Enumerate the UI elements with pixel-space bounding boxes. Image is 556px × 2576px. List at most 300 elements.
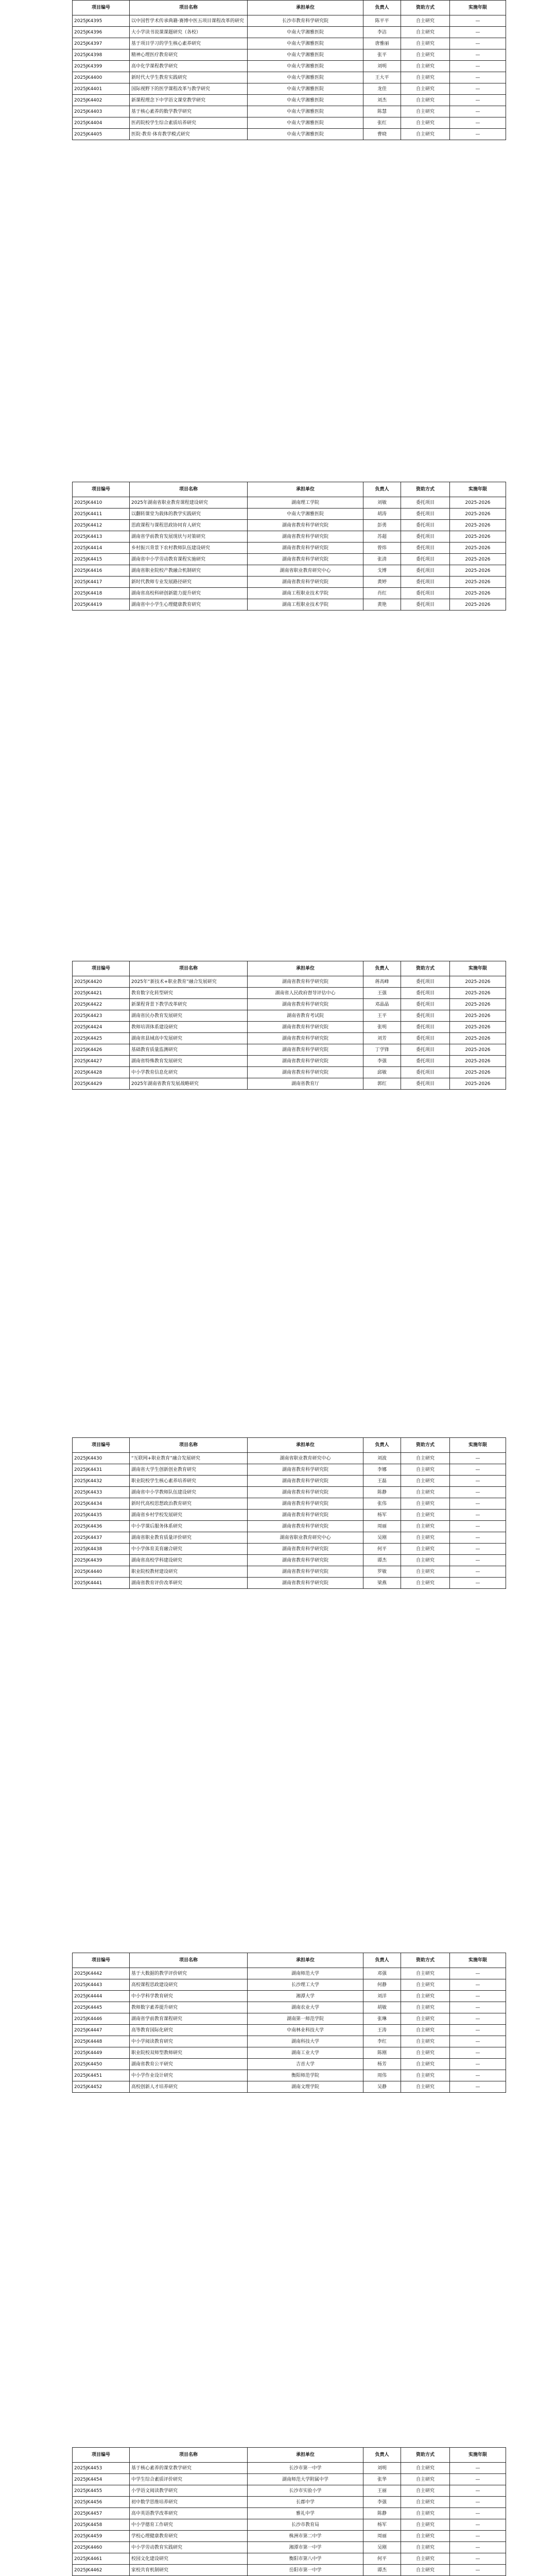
cell-duration: — [450, 95, 506, 106]
table-row [73, 1033, 506, 1044]
cell-funding-mode: 自主研究 [401, 72, 450, 83]
cell-duration: 2025-2026 [450, 988, 506, 999]
table-row [73, 599, 506, 611]
cell-duration: — [450, 1578, 506, 1589]
cell-project-code: 2025JK4452 [73, 2081, 130, 2093]
table-row [73, 1544, 506, 1555]
cell-unit: 湖南省人民政府督导评估中心 [248, 988, 363, 999]
cell-funding-mode: 自主研究 [401, 129, 450, 140]
column-header-project-code: 项目编号 [73, 482, 130, 497]
cell-leader: 王丽 [363, 2485, 401, 2497]
cell-project-code: 2025JK4455 [73, 2485, 130, 2497]
cell-unit: 湖南省教育科学研究院 [248, 976, 363, 988]
table-row [73, 1968, 506, 1979]
cell-duration: — [450, 1521, 506, 1532]
cell-project-name: 湖南省特殊教育发展研究 [130, 1056, 248, 1067]
table-row [73, 1487, 506, 1498]
table-row [73, 1453, 506, 1464]
cell-leader: 李洁 [363, 27, 401, 38]
cell-duration: — [450, 49, 506, 61]
cell-project-name: 基于核心素养的课堂教学研究 [130, 2463, 248, 2474]
table-row [73, 15, 506, 27]
cell-funding-mode: 自主研究 [401, 2519, 450, 2531]
cell-project-code: 2025JK4402 [73, 95, 130, 106]
cell-project-code: 2025JK4430 [73, 1453, 130, 1464]
cell-project-name: 中学生综合素质评价研究 [130, 2474, 248, 2485]
cell-project-code: 2025JK4462 [73, 2565, 130, 2576]
cell-project-name: 湖南省大学生创新创业教育研究 [130, 1464, 248, 1476]
table-header-row [73, 961, 506, 976]
cell-project-name: 高中化学课程教学研究 [130, 61, 248, 72]
table-row [73, 2070, 506, 2081]
cell-duration: — [450, 15, 506, 27]
cell-duration: — [450, 1510, 506, 1521]
cell-leader: 刘明 [363, 2463, 401, 2474]
cell-project-name: 湖南省乡村学校发展研究 [130, 1510, 248, 1521]
cell-leader: 刘明 [363, 61, 401, 72]
cell-duration: 2025-2026 [450, 520, 506, 531]
cell-unit: 湖南科技大学 [248, 2036, 363, 2047]
cell-project-code: 2025JK4458 [73, 2519, 130, 2531]
column-header-project-name: 项目名称 [130, 1, 248, 15]
table-row [73, 117, 506, 129]
cell-project-code: 2025JK4398 [73, 49, 130, 61]
cell-leader: 胡涛 [363, 509, 401, 520]
cell-leader: 刘敏 [363, 497, 401, 509]
cell-project-name: 湖南省学前教育发展现状与对策研究 [130, 531, 248, 543]
cell-funding-mode: 自主研究 [401, 1487, 450, 1498]
cell-unit: 湖南省教育科学研究院 [248, 1067, 363, 1078]
cell-project-code: 2025JK4428 [73, 1067, 130, 1078]
cell-project-name: 教育数字化转型研究 [130, 988, 248, 999]
column-header-leader: 负责人 [363, 2448, 401, 2463]
cell-leader: 梁燕 [363, 1578, 401, 1589]
cell-leader: 陈静 [363, 2508, 401, 2519]
cell-project-code: 2025JK4447 [73, 2025, 130, 2036]
cell-unit: 湖南省教育科学研究院 [248, 1555, 363, 1566]
cell-project-code: 2025JK4444 [73, 1991, 130, 2002]
table-header-row [73, 1438, 506, 1453]
cell-project-name: 湖南省中小学劳动教育课程实施研究 [130, 554, 248, 565]
cell-unit: 中南大学湘雅医院 [248, 509, 363, 520]
cell-unit: 长沙理工大学 [248, 1979, 363, 1991]
cell-duration: — [450, 1566, 506, 1578]
table-row [73, 1022, 506, 1033]
project-table [72, 1437, 506, 1589]
cell-project-code: 2025JK4437 [73, 1532, 130, 1544]
cell-project-code: 2025JK4457 [73, 2508, 130, 2519]
cell-project-code: 2025JK4410 [73, 497, 130, 509]
cell-duration: — [450, 2081, 506, 2093]
cell-unit: 中南大学湘雅医院 [248, 38, 363, 49]
cell-leader: 张红 [363, 117, 401, 129]
table-row [73, 509, 506, 520]
cell-project-name: 基础教育质量监测研究 [130, 1044, 248, 1056]
cell-leader: 李娜 [363, 1464, 401, 1476]
cell-duration: — [450, 2013, 506, 2025]
column-header-project-name: 项目名称 [130, 1438, 248, 1453]
column-header-project-name: 项目名称 [130, 482, 248, 497]
cell-duration: — [450, 2025, 506, 2036]
table-row [73, 49, 506, 61]
cell-project-name: 乡村振兴背景下农村教师队伍建设研究 [130, 543, 248, 554]
cell-project-name: 新时代大学生教育实践研究 [130, 72, 248, 83]
column-header-unit: 承担单位 [248, 1438, 363, 1453]
cell-project-name: 中小学体育美育融合研究 [130, 1544, 248, 1555]
cell-duration: — [450, 117, 506, 129]
cell-duration: 2025-2026 [450, 1010, 506, 1022]
cell-funding-mode: 委托项目 [401, 577, 450, 588]
cell-project-code: 2025JK4439 [73, 1555, 130, 1566]
cell-project-code: 2025JK4422 [73, 999, 130, 1010]
cell-leader: 陈刚 [363, 2047, 401, 2059]
table-row [73, 2553, 506, 2565]
cell-duration: — [450, 1464, 506, 1476]
column-header-leader: 负责人 [363, 1438, 401, 1453]
column-header-funding-mode: 资助方式 [401, 961, 450, 976]
cell-project-name: 精神心理医疗教育研究 [130, 49, 248, 61]
cell-leader: 龙佳 [363, 83, 401, 95]
cell-project-name: 高校课程思政建设研究 [130, 1979, 248, 1991]
cell-unit: 湖南省教育科学研究院 [248, 1476, 363, 1487]
cell-leader: 何平 [363, 2553, 401, 2565]
cell-unit: 吉首大学 [248, 2059, 363, 2070]
cell-leader: 李红 [363, 2036, 401, 2047]
table-row [73, 2047, 506, 2059]
cell-duration: 2025-2026 [450, 1033, 506, 1044]
cell-project-name: 初中数学思维培养研究 [130, 2497, 248, 2508]
column-header-duration: 实施年限 [450, 961, 506, 976]
cell-funding-mode: 委托项目 [401, 1033, 450, 1044]
table-row [73, 106, 506, 117]
cell-funding-mode: 自主研究 [401, 1521, 450, 1532]
cell-funding-mode: 自主研究 [401, 1979, 450, 1991]
cell-project-code: 2025JK4420 [73, 976, 130, 988]
cell-project-name: 湖南省职业教育质量评价研究 [130, 1532, 248, 1544]
cell-leader: 黄婷 [363, 577, 401, 588]
cell-duration: — [450, 2519, 506, 2531]
cell-unit: 湖南第一师范学院 [248, 2013, 363, 2025]
cell-funding-mode: 自主研究 [401, 2485, 450, 2497]
column-header-duration: 实施年限 [450, 1438, 506, 1453]
cell-leader: 曾炜 [363, 543, 401, 554]
cell-duration: — [450, 2002, 506, 2013]
cell-unit: 湖南省教育科学研究院 [248, 1033, 363, 1044]
cell-project-code: 2025JK4427 [73, 1056, 130, 1067]
cell-duration: — [450, 129, 506, 140]
cell-project-name: 职业院校双师型教师研究 [130, 2047, 248, 2059]
table-row [73, 129, 506, 140]
table-row [73, 1067, 506, 1078]
cell-funding-mode: 自主研究 [401, 2463, 450, 2474]
cell-project-code: 2025JK4434 [73, 1498, 130, 1510]
cell-project-name: 基于核心素养的数学教学研究 [130, 106, 248, 117]
cell-funding-mode: 自主研究 [401, 95, 450, 106]
cell-leader: 罗敏 [363, 1566, 401, 1578]
cell-project-name: 国际视野下的医学课程改革与教学研究 [130, 83, 248, 95]
cell-unit: 湖南省教育厅 [248, 1078, 363, 1090]
cell-funding-mode: 委托项目 [401, 1010, 450, 1022]
cell-unit: 中南大学湘雅医院 [248, 27, 363, 38]
cell-unit: 长沙市实验小学 [248, 2485, 363, 2497]
cell-leader: 刘芳 [363, 1033, 401, 1044]
cell-unit: 湖南理工学院 [248, 497, 363, 509]
cell-unit: 湖南省教育考试院 [248, 1010, 363, 1022]
cell-project-name: 2025年湖南省教育发展战略研究 [130, 1078, 248, 1090]
cell-leader: 苏超 [363, 531, 401, 543]
cell-project-code: 2025JK4404 [73, 117, 130, 129]
cell-unit: 湘潭市第一中学 [248, 2542, 363, 2553]
cell-project-name: 以中国哲学术传承典籍·赛博中医五项目课程改革的研究 [130, 15, 248, 27]
table-row [73, 2036, 506, 2047]
cell-project-code: 2025JK4438 [73, 1544, 130, 1555]
cell-funding-mode: 委托项目 [401, 1067, 450, 1078]
cell-funding-mode: 委托项目 [401, 999, 450, 1010]
cell-duration: — [450, 83, 506, 95]
cell-project-code: 2025JK4423 [73, 1010, 130, 1022]
cell-unit: 湖南省教育科学研究院 [248, 531, 363, 543]
cell-duration: — [450, 38, 506, 49]
cell-project-code: 2025JK4431 [73, 1464, 130, 1476]
cell-duration: — [450, 1453, 506, 1464]
cell-project-code: 2025JK4426 [73, 1044, 130, 1056]
cell-duration: — [450, 2542, 506, 2553]
cell-duration: — [450, 27, 506, 38]
cell-project-name: 新课程理念下中学语文课堂教学研究 [130, 95, 248, 106]
column-header-unit: 承担单位 [248, 482, 363, 497]
cell-project-code: 2025JK4443 [73, 1979, 130, 1991]
cell-unit: 湖南工业大学 [248, 2047, 363, 2059]
cell-unit: 湖南省教育科学研究院 [248, 1578, 363, 1589]
cell-project-code: 2025JK4395 [73, 15, 130, 27]
cell-duration: — [450, 1476, 506, 1487]
cell-project-code: 2025JK4433 [73, 1487, 130, 1498]
cell-leader: 张平 [363, 49, 401, 61]
cell-leader: 周丽 [363, 2531, 401, 2542]
cell-duration: 2025-2026 [450, 1044, 506, 1056]
cell-funding-mode: 自主研究 [401, 1532, 450, 1544]
cell-funding-mode: 委托项目 [401, 1022, 450, 1033]
cell-project-code: 2025JK4459 [73, 2531, 130, 2542]
cell-leader: 张华 [363, 2474, 401, 2485]
cell-leader: 王涛 [363, 2025, 401, 2036]
table-row [73, 999, 506, 1010]
cell-project-code: 2025JK4424 [73, 1022, 130, 1033]
cell-project-name: 2025年“新技术+职业教育”融合发展研究 [130, 976, 248, 988]
cell-unit: 湖南省教育科学研究院 [248, 543, 363, 554]
cell-unit: 湖南省教育科学研究院 [248, 1056, 363, 1067]
cell-unit: 湘潭大学 [248, 1991, 363, 2002]
cell-unit: 湖南文理学院 [248, 2081, 363, 2093]
cell-duration: — [450, 1968, 506, 1979]
cell-funding-mode: 自主研究 [401, 2081, 450, 2093]
cell-project-name: 中小学劳动教育实践研究 [130, 2542, 248, 2553]
cell-unit: 湖南工程职业技术学院 [248, 599, 363, 611]
table-row [73, 1566, 506, 1578]
cell-unit: 湖南省教育科学研究院 [248, 1510, 363, 1521]
cell-unit: 湖南省教育科学研究院 [248, 577, 363, 588]
cell-project-name: 以翻转课堂为载体的教学实践研究 [130, 509, 248, 520]
cell-duration: 2025-2026 [450, 1056, 506, 1067]
cell-funding-mode: 自主研究 [401, 1453, 450, 1464]
cell-duration: 2025-2026 [450, 1022, 506, 1033]
cell-project-code: 2025JK4460 [73, 2542, 130, 2553]
project-table [72, 961, 506, 1090]
cell-duration: 2025-2026 [450, 531, 506, 543]
cell-project-code: 2025JK4451 [73, 2070, 130, 2081]
cell-leader: 肖红 [363, 588, 401, 599]
table-row [73, 2565, 506, 2576]
table-row [73, 2542, 506, 2553]
cell-unit: 湖南农业大学 [248, 2002, 363, 2013]
cell-duration: 2025-2026 [450, 497, 506, 509]
cell-duration: — [450, 2463, 506, 2474]
cell-project-code: 2025JK4446 [73, 2013, 130, 2025]
column-header-leader: 负责人 [363, 1953, 401, 1968]
cell-project-code: 2025JK4429 [73, 1078, 130, 1090]
cell-funding-mode: 自主研究 [401, 38, 450, 49]
table-row [73, 27, 506, 38]
cell-leader: 王磊 [363, 1476, 401, 1487]
cell-duration: — [450, 1555, 506, 1566]
column-header-unit: 承担单位 [248, 961, 363, 976]
cell-duration: — [450, 106, 506, 117]
cell-funding-mode: 自主研究 [401, 1464, 450, 1476]
table-row [73, 2059, 506, 2070]
cell-funding-mode: 自主研究 [401, 117, 450, 129]
cell-leader: 邱敏 [363, 1067, 401, 1078]
table-row [73, 497, 506, 509]
cell-funding-mode: 委托项目 [401, 599, 450, 611]
table-row [73, 2474, 506, 2485]
cell-leader: 蒋高峰 [363, 976, 401, 988]
cell-unit: 湖南省职业教育研究中心 [248, 1453, 363, 1464]
cell-unit: 长沙市教育科学研究院 [248, 15, 363, 27]
cell-leader: 张琳 [363, 2013, 401, 2025]
table-row [73, 61, 506, 72]
cell-project-code: 2025JK4401 [73, 83, 130, 95]
cell-unit: 湖南省教育科学研究院 [248, 1521, 363, 1532]
cell-duration: 2025-2026 [450, 588, 506, 599]
cell-unit: 株洲市第二中学 [248, 2531, 363, 2542]
column-header-project-name: 项目名称 [130, 961, 248, 976]
cell-project-name: 高校创新人才培养研究 [130, 2081, 248, 2093]
cell-project-name: 新时代教师专业发展路径研究 [130, 577, 248, 588]
cell-project-code: 2025JK4442 [73, 1968, 130, 1979]
cell-project-code: 2025JK4415 [73, 554, 130, 565]
table-row [73, 543, 506, 554]
column-header-unit: 承担单位 [248, 1, 363, 15]
cell-funding-mode: 自主研究 [401, 2013, 450, 2025]
cell-project-code: 2025JK4414 [73, 543, 130, 554]
cell-project-code: 2025JK4399 [73, 61, 130, 72]
cell-project-name: 中小学作业设计研究 [130, 2070, 248, 2081]
cell-funding-mode: 委托项目 [401, 531, 450, 543]
cell-project-name: 湖南省教育公平研究 [130, 2059, 248, 2070]
table-row [73, 1991, 506, 2002]
table-row [73, 1464, 506, 1476]
cell-unit: 湖南师范大学 [248, 1968, 363, 1979]
cell-leader: 吴刚 [363, 1532, 401, 1544]
column-header-funding-mode: 资助方式 [401, 1953, 450, 1968]
cell-duration: — [450, 2531, 506, 2542]
cell-funding-mode: 自主研究 [401, 27, 450, 38]
cell-leader: 黄艳 [363, 599, 401, 611]
cell-funding-mode: 委托项目 [401, 565, 450, 577]
column-header-duration: 实施年限 [450, 482, 506, 497]
cell-leader: 刘洋 [363, 1991, 401, 2002]
cell-leader: 彭勇 [363, 520, 401, 531]
cell-unit: 长沙市教育局 [248, 2519, 363, 2531]
cell-funding-mode: 自主研究 [401, 2542, 450, 2553]
cell-project-code: 2025JK4397 [73, 38, 130, 49]
cell-project-code: 2025JK4461 [73, 2553, 130, 2565]
cell-project-name: 湖南省中小学生心理健康教育研究 [130, 599, 248, 611]
cell-funding-mode: 自主研究 [401, 106, 450, 117]
table-row [73, 1498, 506, 1510]
cell-funding-mode: 委托项目 [401, 1078, 450, 1090]
cell-project-code: 2025JK4448 [73, 2036, 130, 2047]
cell-duration: 2025-2026 [450, 976, 506, 988]
cell-unit: 长沙市第一中学 [248, 2463, 363, 2474]
cell-unit: 中南大学湘雅医院 [248, 72, 363, 83]
cell-project-name: 高等教育国际化研究 [130, 2025, 248, 2036]
cell-project-code: 2025JK4412 [73, 520, 130, 531]
cell-unit: 中南大学湘雅医院 [248, 61, 363, 72]
cell-unit: 湖南省教育科学研究院 [248, 1566, 363, 1578]
cell-project-code: 2025JK4456 [73, 2497, 130, 2508]
cell-leader: 谭杰 [363, 2565, 401, 2576]
cell-leader: 刘波 [363, 1453, 401, 1464]
cell-project-name: 基于大数据的教学评价研究 [130, 1968, 248, 1979]
cell-project-name: 职业院校教材建设研究 [130, 1566, 248, 1578]
column-header-funding-mode: 资助方式 [401, 1438, 450, 1453]
cell-leader: 张清 [363, 554, 401, 565]
cell-duration: — [450, 2070, 506, 2081]
cell-project-name: 校园文化建设研究 [130, 2553, 248, 2565]
cell-project-name: 2025年湖南省职业教育课程建设研究 [130, 497, 248, 509]
cell-leader: 杨军 [363, 1510, 401, 1521]
table-header-row [73, 2448, 506, 2463]
cell-duration: — [450, 2508, 506, 2519]
cell-project-name: 教师数字素养提升研究 [130, 2002, 248, 2013]
cell-project-code: 2025JK4419 [73, 599, 130, 611]
cell-funding-mode: 自主研究 [401, 2070, 450, 2081]
table-row [73, 1056, 506, 1067]
column-header-unit: 承担单位 [248, 1953, 363, 1968]
cell-duration: — [450, 1532, 506, 1544]
cell-project-code: 2025JK4425 [73, 1033, 130, 1044]
cell-unit: 湖南省教育科学研究院 [248, 1498, 363, 1510]
cell-duration: — [450, 2474, 506, 2485]
cell-project-name: 教师培训体系建设研究 [130, 1022, 248, 1033]
cell-funding-mode: 自主研究 [401, 49, 450, 61]
cell-project-name: 小学语文阅读教学研究 [130, 2485, 248, 2497]
cell-project-name: 医药院校学生综合素质培养研究 [130, 117, 248, 129]
cell-duration: — [450, 1498, 506, 1510]
cell-duration: 2025-2026 [450, 577, 506, 588]
cell-leader: 刘杰 [363, 95, 401, 106]
cell-project-code: 2025JK4436 [73, 1521, 130, 1532]
cell-project-name: “互联网+职业教育”融合发展研究 [130, 1453, 248, 1464]
cell-project-name: 新时代高校思想政治教育研究 [130, 1498, 248, 1510]
cell-duration: 2025-2026 [450, 554, 506, 565]
table-row [73, 2519, 506, 2531]
table-row [73, 1510, 506, 1521]
cell-unit: 中南大学湘雅医院 [248, 83, 363, 95]
column-header-funding-mode: 资助方式 [401, 2448, 450, 2463]
cell-funding-mode: 自主研究 [401, 2474, 450, 2485]
